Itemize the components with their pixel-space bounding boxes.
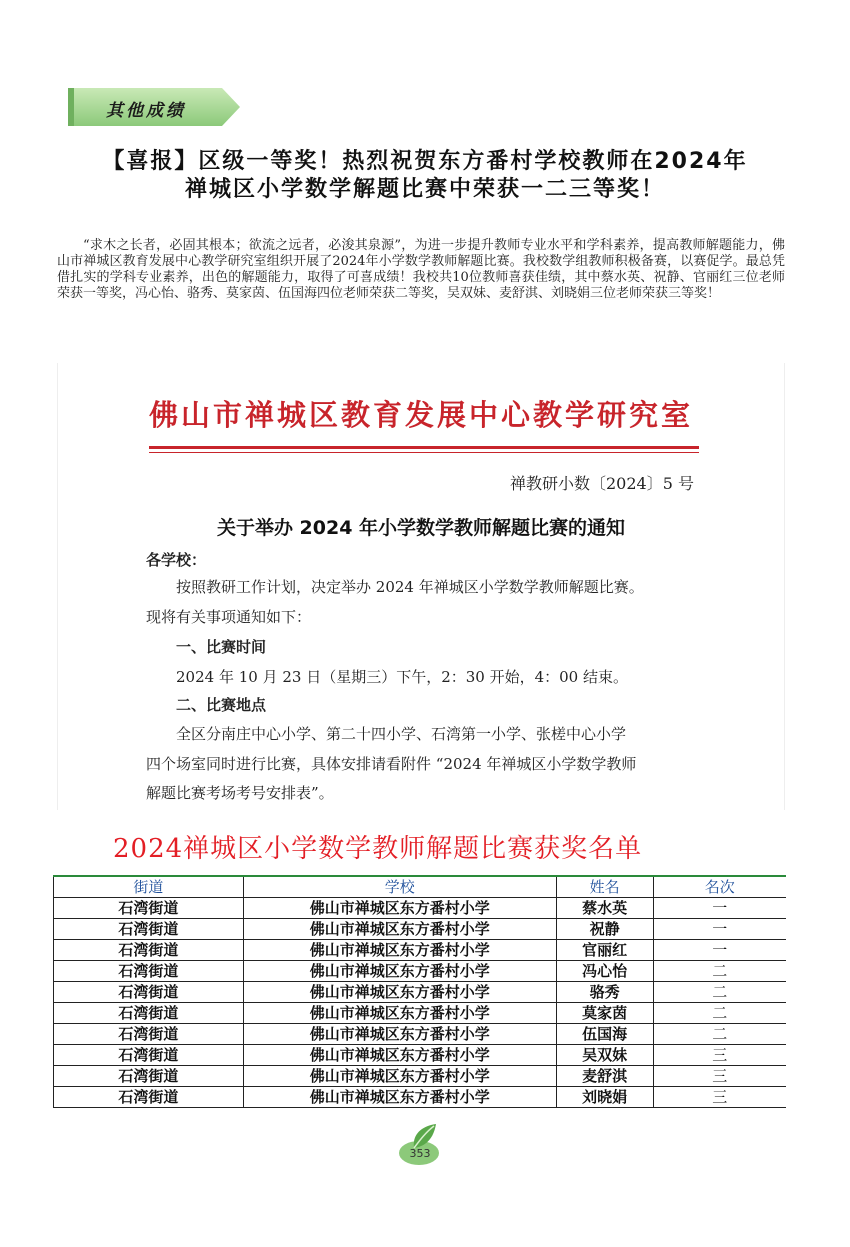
cell-name: 冯心怡: [556, 961, 653, 982]
cell-rank: 一: [653, 898, 786, 919]
cell-school: 佛山市禅城区东方番村小学: [243, 982, 556, 1003]
cell-street: 石湾街道: [54, 961, 244, 982]
notice-para1-line2: 现将有关事项通知如下：: [146, 608, 312, 626]
cell-name: 蔡水英: [556, 898, 653, 919]
notice-section2-line3: 解题比赛考场考号安排表”。: [146, 784, 334, 802]
intro-paragraph: “求木之长者，必固其根本；欲流之远者，必浚其泉源”，为进一步提升教师专业水平和学科素养，提高教师解题能力，佛山市禅城区教育发展中心教学研究室组织开展了2024年小学数学教师解题比赛。我校数学组教师积极备赛，以赛促学。最总凭借扎实的学科专业素养，出色的解题能力，取得了可喜成绩！我校共10位教师喜获佳绩，其中蔡水英、祝静、官丽红三位老师荣获一等奖，冯心怡、骆秀、莫家茵、伍国海四位老师荣获二等奖，吴双妹、麦舒淇、刘晓娟三位老师荣获三等奖！: [57, 238, 785, 301]
cell-street: 石湾街道: [54, 940, 244, 961]
table-row: [54, 940, 787, 961]
table-row: [54, 982, 787, 1003]
table-row: [54, 1003, 787, 1024]
notice-section2-line2: 四个场室同时进行比赛，具体安排请看附件 “2024 年禅城区小学数学教师: [146, 755, 637, 773]
award-list-title: 2024禅城区小学数学教师解题比赛获奖名单: [113, 834, 643, 864]
cell-street: 石湾街道: [54, 982, 244, 1003]
cell-name: 莫家茵: [556, 1003, 653, 1024]
cell-school: 佛山市禅城区东方番村小学: [243, 919, 556, 940]
cell-street: 石湾街道: [54, 1045, 244, 1066]
table-row: [54, 1045, 787, 1066]
notice-para1-line1: 按照教研工作计划，决定举办 2024 年禅城区小学数学教师解题比赛。: [176, 578, 644, 596]
cell-school: 佛山市禅城区东方番村小学: [243, 1003, 556, 1024]
notice-red-rule: [149, 446, 699, 449]
table-row: [54, 961, 787, 982]
notice-red-rule-thin: [149, 452, 699, 453]
table-row: [54, 1087, 787, 1108]
cell-school: 佛山市禅城区东方番村小学: [243, 1087, 556, 1108]
cell-school: 佛山市禅城区东方番村小学: [243, 1045, 556, 1066]
cell-street: 石湾街道: [54, 1087, 244, 1108]
cell-rank: 二: [653, 982, 786, 1003]
cell-school: 佛山市禅城区东方番村小学: [243, 940, 556, 961]
cell-name: 吴双妹: [556, 1045, 653, 1066]
headline-line-1: 【喜报】区级一等奖！热烈祝贺东方番村学校教师在2024年: [102, 149, 748, 174]
cell-school: 佛山市禅城区东方番村小学: [243, 1024, 556, 1045]
table-row: [54, 1066, 787, 1087]
header-name: 姓名: [556, 876, 653, 898]
cell-name: 刘晓娟: [556, 1087, 653, 1108]
cell-name: 麦舒淇: [556, 1066, 653, 1087]
header-rank: 名次: [653, 876, 786, 898]
cell-rank: 三: [653, 1087, 786, 1108]
page-number-badge: [392, 1122, 446, 1170]
section-tag: [68, 88, 240, 126]
cell-street: 石湾街道: [54, 1024, 244, 1045]
cell-name: 祝静: [556, 919, 653, 940]
table-row: [54, 919, 787, 940]
leaf-icon: [392, 1122, 446, 1170]
cell-rank: 二: [653, 1024, 786, 1045]
cell-school: 佛山市禅城区东方番村小学: [243, 898, 556, 919]
table-row: [54, 898, 787, 919]
headline: [40, 148, 810, 204]
cell-rank: 一: [653, 940, 786, 961]
section-tag-label: 其他成绩: [106, 101, 186, 121]
cell-street: 石湾街道: [54, 919, 244, 940]
cell-street: 石湾街道: [54, 1066, 244, 1087]
cell-street: 石湾街道: [54, 1003, 244, 1024]
cell-rank: 二: [653, 961, 786, 982]
cell-name: 伍国海: [556, 1024, 653, 1045]
cell-school: 佛山市禅城区东方番村小学: [243, 1066, 556, 1087]
notice-section1-text: 2024 年 10 月 23 日（星期三）下午，2：30 开始，4：00 结束。: [176, 668, 628, 686]
cell-name: 骆秀: [556, 982, 653, 1003]
cell-rank: 一: [653, 919, 786, 940]
cell-street: 石湾街道: [54, 898, 244, 919]
cell-name: 官丽红: [556, 940, 653, 961]
notice-doc-number: 禅教研小数〔2024〕5 号: [510, 474, 694, 493]
page-number: 353: [409, 1147, 431, 1160]
cell-rank: 三: [653, 1066, 786, 1087]
notice-title: 关于举办 2024 年小学数学教师解题比赛的通知: [216, 517, 626, 539]
notice-salutation: 各学校：: [146, 551, 207, 569]
award-table-header-row: [54, 876, 787, 898]
notice-section2-line1: 全区分南庄中心小学、第二十四小学、石湾第一小学、张槎中心小学: [176, 725, 627, 743]
notice-document: [57, 363, 785, 810]
notice-section1-heading: 一、比赛时间: [176, 638, 267, 656]
header-street: 街道: [54, 876, 244, 898]
cell-rank: 三: [653, 1045, 786, 1066]
notice-org: 佛山市禅城区教育发展中心教学研究室: [148, 398, 693, 432]
award-table: [53, 875, 786, 1108]
cell-rank: 二: [653, 1003, 786, 1024]
header-school: 学校: [243, 876, 556, 898]
table-row: [54, 1024, 787, 1045]
notice-section2-heading: 二、比赛地点: [176, 696, 267, 714]
headline-line-2: 禅城区小学数学解题比赛中荣获一二三等奖！: [184, 177, 665, 202]
cell-school: 佛山市禅城区东方番村小学: [243, 961, 556, 982]
